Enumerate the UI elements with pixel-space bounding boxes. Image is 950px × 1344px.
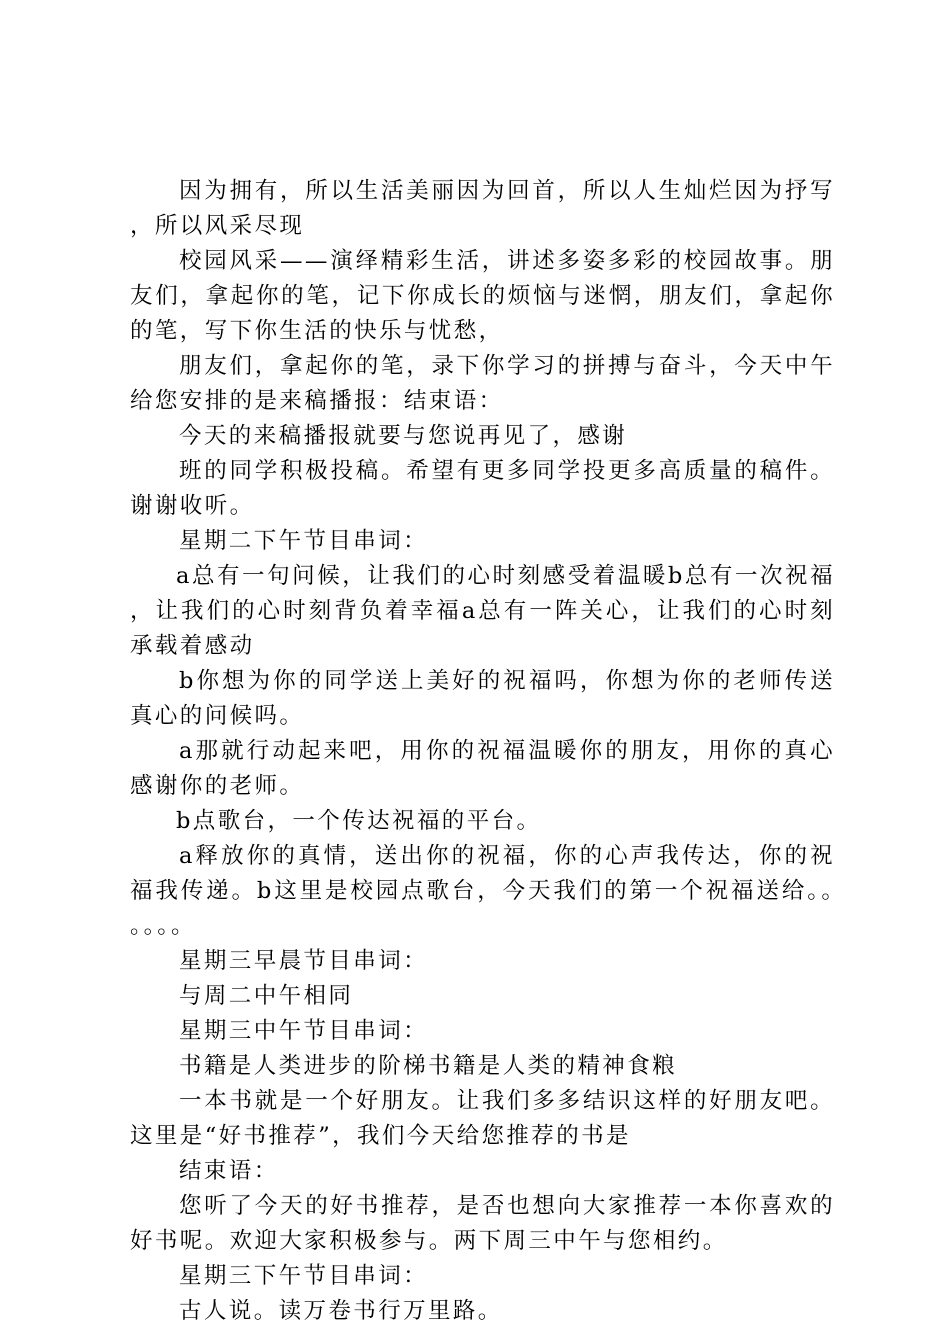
paragraph-book-closing: 您听了今天的好书推荐，是否也想向大家推荐一本你喜欢的好书呢。欢迎大家积极参与。两下周三中午与您相约。 xyxy=(130,1193,835,1254)
paragraph-ancient-saying: 古人说。读万卷书行万里路。 xyxy=(179,1298,503,1324)
paragraph-song-request-detail: a释放你的真情，送出你的祝福，你的心声我传达，你的祝福我传递。b这里是校园点歌台，今天我们的第一个祝福送给。。。。。。 xyxy=(130,843,835,939)
paragraph-submission-intro: 朋友们，拿起你的笔，录下你学习的拼搏与奋斗，今天中午给您安排的是来稿播报：结束语： xyxy=(130,353,835,414)
heading-tuesday-afternoon: 星期二下午节目串词： xyxy=(179,528,429,554)
heading-closing: 结束语： xyxy=(179,1158,279,1184)
paragraph-books-quote: 书籍是人类进步的阶梯书籍是人类的精神食粮 xyxy=(179,1053,678,1079)
paragraph-submission-thanks: 班的同学积极投稿。希望有更多同学投更多高质量的稿件。谢谢收听。 xyxy=(130,458,835,519)
paragraph-submission-closing: 今天的来稿播报就要与您说再见了，感谢 xyxy=(179,423,628,449)
paragraph-campus-style: 校园风采——演绎精彩生活，讲述多姿多彩的校园故事。朋友们，拿起你的笔，记下你成长的烦恼与迷惘，朋友们，拿起你的笔，写下你生活的快乐与忧愁， xyxy=(130,248,835,344)
paragraph-intro: 因为拥有，所以生活美丽因为回首，所以人生灿烂因为抒写，所以风采尽现 xyxy=(130,178,835,239)
paragraph-same-as-tuesday: 与周二中午相同 xyxy=(179,983,354,1009)
paragraph-blessing-question: b你想为你的同学送上美好的祝福吗，你想为你的老师传送真心的问候吗。 xyxy=(130,668,835,729)
heading-wednesday-afternoon: 星期三下午节目串词： xyxy=(179,1263,429,1289)
paragraph-greeting: a总有一句问候，让我们的心时刻感受着温暖b总有一次祝福，让我们的心时刻背负着幸福a总有一阵关心，让我们的心时刻承载着感动 xyxy=(130,563,835,659)
paragraph-song-request: b点歌台，一个传达祝福的平台。 xyxy=(176,808,542,834)
heading-wednesday-noon: 星期三中午节目串词： xyxy=(179,1018,429,1044)
heading-wednesday-morning: 星期三早晨节目串词： xyxy=(179,948,429,974)
paragraph-book-recommendation: 一本书就是一个好朋友。让我们多多结识这样的好朋友吧。这里是“好书推荐”，我们今天给您推荐的书是 xyxy=(130,1088,835,1149)
document-page xyxy=(130,174,835,1329)
paragraph-take-action: a那就行动起来吧，用你的祝福温暖你的朋友，用你的真心感谢你的老师。 xyxy=(130,738,835,799)
